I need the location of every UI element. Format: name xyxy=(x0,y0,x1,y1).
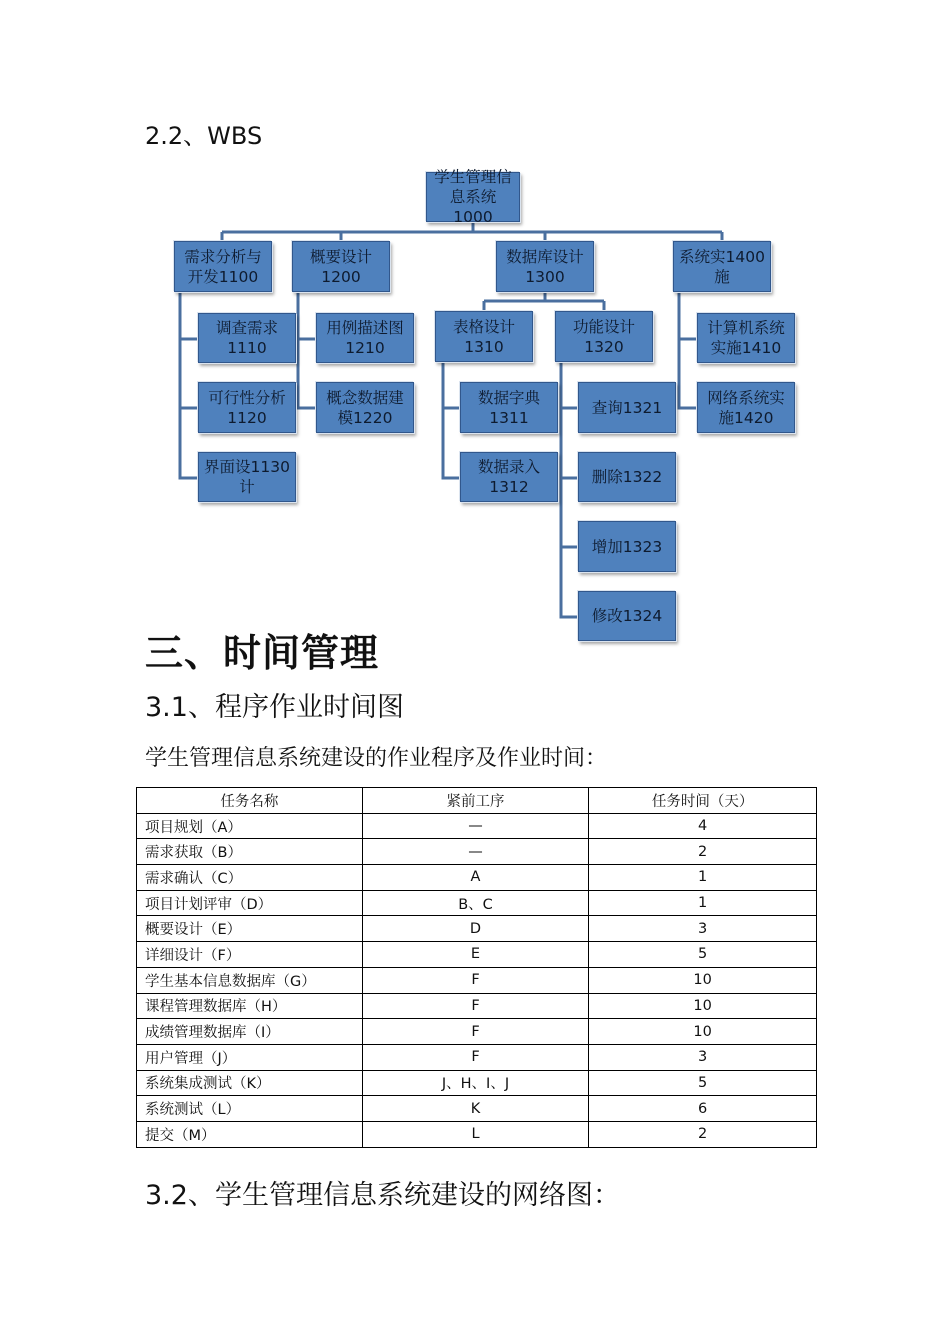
table-header-row xyxy=(137,788,817,814)
wbs-heading: 2.2、WBS xyxy=(145,122,263,150)
duration-cell: 10 xyxy=(589,993,817,1019)
table-row xyxy=(137,993,817,1019)
wbs-node-1310: 表格设计 1310 xyxy=(435,311,533,362)
task-name-cell: 提交（M） xyxy=(137,1121,363,1147)
column-header-duration: 任务时间（天） xyxy=(589,788,817,814)
wbs-node-1120: 可行性分析 1120 xyxy=(198,382,296,433)
predecessor-cell: K xyxy=(362,1096,589,1122)
duration-cell: 1 xyxy=(589,890,817,916)
table-row xyxy=(137,865,817,891)
task-name-cell: 课程管理数据库（H） xyxy=(137,993,363,1019)
task-name-cell: 概要设计（E） xyxy=(137,916,363,942)
predecessor-cell: L xyxy=(362,1121,589,1147)
wbs-node-1311: 数据字典 1311 xyxy=(460,382,558,433)
wbs-node-1300: 数据库设计 1300 xyxy=(496,241,594,292)
predecessor-cell: F xyxy=(362,1044,589,1070)
duration-cell: 2 xyxy=(589,839,817,865)
task-name-cell: 详细设计（F） xyxy=(137,942,363,968)
predecessor-cell: E xyxy=(362,942,589,968)
wbs-node-1312: 数据录入 1312 xyxy=(460,452,558,502)
wbs-node-1100: 需求分析与 开发1100 xyxy=(174,241,272,292)
predecessor-cell: — xyxy=(362,839,589,865)
task-name-cell: 需求确认（C） xyxy=(137,865,363,891)
predecessor-cell: J、H、I、J xyxy=(362,1070,589,1096)
column-header-predecessor: 紧前工序 xyxy=(362,788,589,814)
wbs-node-1410: 计算机系统 实施1410 xyxy=(697,313,795,363)
table-row xyxy=(137,1070,817,1096)
table-row xyxy=(137,1044,817,1070)
duration-cell: 10 xyxy=(589,967,817,993)
table-row xyxy=(137,890,817,916)
table-row xyxy=(137,1096,817,1122)
task-table xyxy=(136,787,817,1148)
task-name-cell: 项目规划（A） xyxy=(137,813,363,839)
predecessor-cell: F xyxy=(362,1019,589,1045)
predecessor-cell: A xyxy=(362,865,589,891)
task-name-cell: 需求获取（B） xyxy=(137,839,363,865)
wbs-node-1110: 调查需求 1110 xyxy=(198,313,296,363)
task-name-cell: 用户管理（J） xyxy=(137,1044,363,1070)
intro-paragraph: 学生管理信息系统建设的作业程序及作业时间： xyxy=(145,746,608,771)
duration-cell: 6 xyxy=(589,1096,817,1122)
wbs-node-1321: 查询1321 xyxy=(578,382,676,433)
table-row xyxy=(137,967,817,993)
wbs-node-1210: 用例描述图 1210 xyxy=(316,313,414,363)
task-name-cell: 成绩管理数据库（I） xyxy=(137,1019,363,1045)
subsection-title-3-2: 3.2、学生管理信息系统建设的网络图： xyxy=(145,1180,620,1211)
table-row xyxy=(137,813,817,839)
subsection-title-3-1: 3.1、程序作业时间图 xyxy=(145,692,404,723)
duration-cell: 5 xyxy=(589,942,817,968)
table-row xyxy=(137,916,817,942)
duration-cell: 5 xyxy=(589,1070,817,1096)
wbs-node-1200: 概要设计 1200 xyxy=(292,241,390,292)
duration-cell: 4 xyxy=(589,813,817,839)
duration-cell: 2 xyxy=(589,1121,817,1147)
task-name-cell: 项目计划评审（D） xyxy=(137,890,363,916)
section-title-time-management: 三、时间管理 xyxy=(145,631,380,675)
predecessor-cell: — xyxy=(362,813,589,839)
table-row xyxy=(137,1121,817,1147)
table-row xyxy=(137,1019,817,1045)
task-name-cell: 学生基本信息数据库（G） xyxy=(137,967,363,993)
table-row xyxy=(137,942,817,968)
wbs-node-1220: 概念数据建 模1220 xyxy=(316,382,414,433)
duration-cell: 1 xyxy=(589,865,817,891)
wbs-node-1000: 学生管理信 息系统1000 xyxy=(426,172,520,222)
column-header-task-name: 任务名称 xyxy=(137,788,363,814)
duration-cell: 3 xyxy=(589,916,817,942)
wbs-node-1323: 增加1323 xyxy=(578,521,676,572)
predecessor-cell: D xyxy=(362,916,589,942)
wbs-node-1420: 网络系统实 施1420 xyxy=(697,382,795,433)
wbs-node-1324: 修改1324 xyxy=(578,591,676,641)
wbs-node-1400: 系统实1400 施 xyxy=(673,241,771,292)
predecessor-cell: B、C xyxy=(362,890,589,916)
predecessor-cell: F xyxy=(362,993,589,1019)
task-name-cell: 系统集成测试（K） xyxy=(137,1070,363,1096)
task-name-cell: 系统测试（L） xyxy=(137,1096,363,1122)
wbs-node-1130: 界面设1130 计 xyxy=(198,452,296,502)
table-row xyxy=(137,839,817,865)
predecessor-cell: F xyxy=(362,967,589,993)
wbs-node-1322: 删除1322 xyxy=(578,452,676,502)
duration-cell: 10 xyxy=(589,1019,817,1045)
wbs-node-1320: 功能设计 1320 xyxy=(555,311,653,362)
duration-cell: 3 xyxy=(589,1044,817,1070)
